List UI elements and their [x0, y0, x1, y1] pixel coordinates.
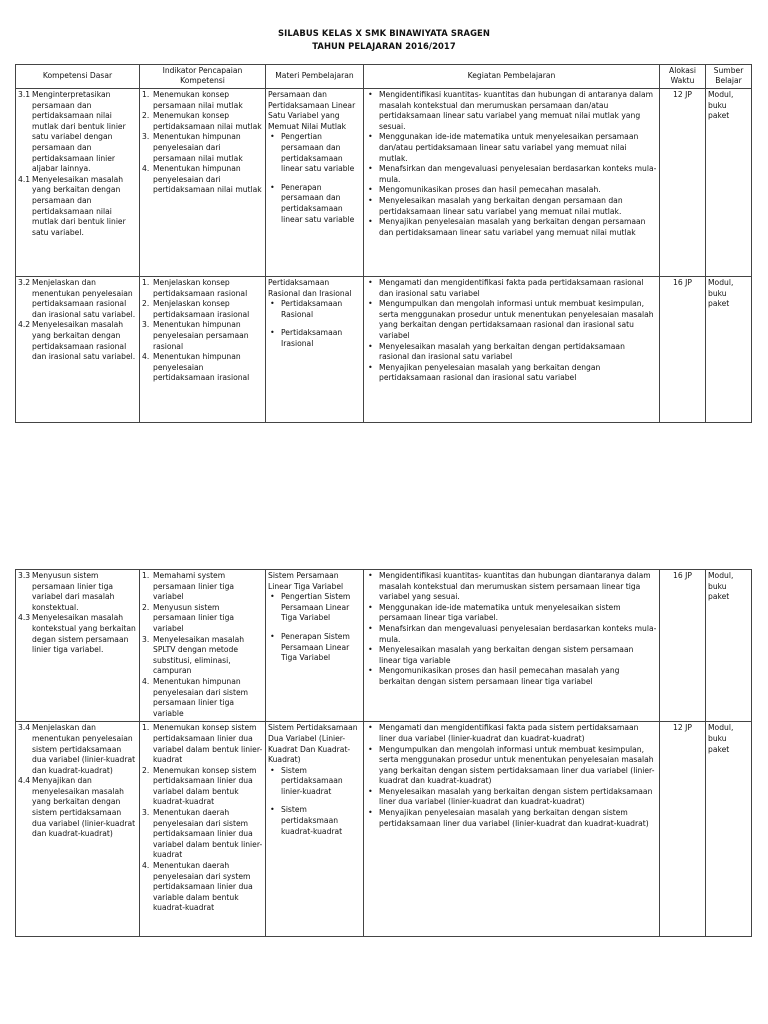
cell-materi — [266, 722, 364, 937]
kompetensi-text: Menyelesaikan masalah kontekstual yang berkaitan degan sistem persamaan linier tiga variabel. — [32, 613, 136, 655]
indikator-item — [142, 111, 263, 132]
indikator-number: 4. — [142, 861, 150, 871]
kompetensi-number: 4.3 — [18, 613, 31, 623]
materi-list — [268, 299, 361, 349]
kompetensi-dasar-list — [18, 723, 137, 840]
indikator-item — [142, 723, 263, 765]
indikator-number: 1. — [142, 90, 150, 99]
kegiatan-item: • Menyelesaikan masalah yang berkaitan dengan sistem pertidaksamaan liner dua variabel (linier-kuadrat dan kuadrat-kuadrat) — [366, 787, 657, 808]
indikator-text: Menjelaskan konsep pertidaksamaan rasional — [153, 278, 248, 298]
indikator-item — [142, 132, 263, 164]
kegiatan-list — [366, 90, 657, 238]
kompetensi-dasar-item — [18, 723, 137, 776]
cell-kegiatan — [364, 570, 660, 722]
materi-list — [268, 766, 361, 838]
indikator-text: Menyusun sistem persamaan linier tiga variabel — [153, 602, 235, 633]
indikator-text: Menjelaskan konsep pertidaksamaan irasional — [153, 299, 250, 319]
kompetensi-dasar-item — [18, 776, 137, 840]
kompetensi-text: Menyajikan dan menyelesaikan masalah yang berkaitan dengan sistem pertidaksamaan dua variabel (linier-kuadrat dan kuadrat-kuadrat) — [32, 776, 136, 839]
table-row — [16, 570, 752, 722]
cell-sumber-belajar: Modul, buku paket — [706, 277, 752, 423]
cell-sumber-belajar: Modul, buku paket — [706, 722, 752, 937]
table-row — [16, 277, 752, 423]
kompetensi-text: Menyusun sistem persamaan linier tiga variabel dari masalah konstektual. — [32, 571, 115, 612]
indikator-text: Menyelesaikan masalah SPLTV dengan metode substitusi, eliminasi, campuran — [153, 634, 245, 676]
cell-kompetensi-dasar — [16, 277, 140, 423]
header-materi: Materi Pembelajaran — [266, 65, 364, 89]
header-alokasi-waktu: Alokasi Waktu — [660, 65, 706, 89]
cell-materi — [266, 277, 364, 423]
kompetensi-number: 4.1 — [18, 174, 31, 184]
indikator-text: Menemukan konsep sistem pertidaksamaan linier dua variabel dalam bentuk linier-kuadrat — [153, 723, 263, 765]
kegiatan-item: • Menyajikan penyelesaian masalah yang berkaitan dengan pertidaksamaan rasional dan irasional satu variabel — [366, 363, 657, 384]
indikator-number: 1. — [142, 571, 150, 580]
cell-kegiatan — [364, 722, 660, 937]
indikator-number: 2. — [142, 602, 150, 612]
indikator-text: Menemukan konsep sistem pertidaksamaan linier dua variabel dalam bentuk kuadrat-kuadrat — [153, 765, 257, 807]
indikator-item — [142, 299, 263, 320]
kompetensi-number: 3.2 — [18, 278, 31, 287]
materi-list — [268, 132, 361, 225]
indikator-number: 4. — [142, 164, 150, 174]
indikator-item — [142, 352, 263, 384]
materi-title: Pertidaksamaan Rasional dan Irasional — [268, 278, 352, 298]
document-title: SILABUS KELAS X SMK BINAWIYATA SRAGEN — [277, 28, 490, 38]
kompetensi-dasar-item — [18, 320, 137, 362]
table-row — [16, 89, 752, 277]
cell-sumber-belajar: Modul, buku paket — [706, 89, 752, 277]
kegiatan-item: • Menyelesaikan masalah yang berkaitan dengan persamaan dan pertidaksamaan linear satu variabel yang memuat nilai mutlak. — [366, 196, 657, 217]
kegiatan-item: • Mengamati dan mengidentifikasi fakta pada pertidaksamaan rasional dan irasional satu variabel — [366, 278, 657, 299]
kompetensi-number: 4.4 — [18, 776, 31, 786]
indikator-number: 4. — [142, 352, 150, 362]
kompetensi-text: Menjelaskan dan menentukan penyelesaian sistem pertidaksamaan dua variabel (linier-kuadrat dan kuadrat-kuadrat) — [32, 723, 136, 775]
kegiatan-item: • Mengidentifikasi kuantitas- kuantitas dan hubungan di antaranya dalam masalah kontekstual dan merumuskan persamaan dan/atau pertidaksamaan linear satu variabel yang memuat nilai mutlak yang sesuai. — [366, 90, 657, 132]
indikator-item — [142, 603, 263, 635]
kompetensi-text: Menyelesaikan masalah yang berkaitan dengan persamaan dan pertidaksamaan nilai mutlak dari bentuk linier satu variabel. — [32, 174, 126, 237]
indikator-number: 3. — [142, 320, 150, 330]
indikator-item — [142, 164, 263, 196]
kompetensi-dasar-list — [18, 278, 137, 363]
kegiatan-item: • Menggunakan ide-ide matematika untuk menyelesaikan sistem persamaan linear tiga variabel. — [366, 603, 657, 624]
indikator-list — [142, 571, 263, 719]
header-kegiatan: Kegiatan Pembelajaran — [364, 65, 660, 89]
materi-item: • Pengertian persamaan dan pertidaksamaan linear satu variable — [268, 132, 361, 174]
cell-indikator — [140, 277, 266, 423]
indikator-item — [142, 766, 263, 808]
indikator-number: 1. — [142, 278, 150, 287]
indikator-item — [142, 320, 263, 352]
cell-kegiatan — [364, 277, 660, 423]
indikator-item — [142, 808, 263, 861]
kegiatan-item: • Mengamati dan mengidentifikasi fakta pada sistem pertidaksamaan liner dua variabel (linier-kuadrat dan kuadrat-kuadrat) — [366, 723, 657, 744]
kegiatan-item: • Menyelesaikan masalah yang berkaitan dengan pertidaksamaan rasional dan irasional satu variabel — [366, 342, 657, 363]
indikator-number: 4. — [142, 676, 150, 686]
cell-alokasi-waktu: 16 JP — [660, 570, 706, 722]
kompetensi-text: Menjelaskan dan menentukan penyelesaian pertidaksamaan rasional dan irasional satu variabel. — [32, 278, 136, 319]
indikator-item — [142, 90, 263, 111]
document-subtitle: TAHUN PELAJARAN 2016/2017 — [312, 41, 456, 51]
materi-item: • Sistem pertidaksamaan linier-kuadrat — [268, 766, 361, 798]
materi-item: • Penerapan Sistem Persamaan Linear Tiga Variabel — [268, 632, 361, 664]
materi-list — [268, 592, 361, 664]
indikator-item — [142, 571, 263, 603]
kegiatan-list — [366, 723, 657, 829]
indikator-item — [142, 278, 263, 299]
indikator-list — [142, 90, 263, 196]
indikator-number: 2. — [142, 299, 150, 309]
kegiatan-item: • Menyajikan penyelesaian masalah yang berkaitan dengan sistem pertidaksamaan liner dua variabel (linier-kuadrat dan kuadrat-kuadrat) — [366, 808, 657, 829]
indikator-item — [142, 635, 263, 677]
cell-kegiatan — [364, 89, 660, 277]
indikator-text: Menentukan himpunan penyelesaian dari sistem persamaan linier tiga variable — [153, 676, 249, 718]
kompetensi-text: Menginterpretasikan persamaan dan pertidaksamaan nilai mutlak dari bentuk linier satu variabel dengan persamaan dan pertidaksamaan linier aljabar lainnya. — [32, 90, 126, 174]
indikator-text: Menentukan himpunan penyelesaian dari pertidaksamaan nilai mutlak — [153, 164, 262, 195]
indikator-number: 3. — [142, 634, 150, 644]
cell-indikator — [140, 89, 266, 277]
indikator-item — [142, 677, 263, 719]
cell-indikator — [140, 722, 266, 937]
cell-alokasi-waktu: 16 JP — [660, 277, 706, 423]
kompetensi-dasar-list — [18, 90, 137, 238]
kegiatan-item: • Menyajikan penyelesaian masalah yang berkaitan dengan persamaan dan pertidaksamaan linear satu variabel yang memuat nilai mutlak — [366, 217, 657, 238]
kompetensi-text: Menyelesaikan masalah yang berkaitan dengan pertidaksamaan rasional dan irasional satu variabel. — [32, 320, 136, 362]
indikator-item — [142, 861, 263, 914]
cell-materi — [266, 89, 364, 277]
kegiatan-item: • Menafsirkan dan mengevaluasi penyelesaian berdasarkan konteks mula-mula. — [366, 164, 657, 185]
cell-kompetensi-dasar — [16, 89, 140, 277]
materi-item: • Pengertian Sistem Persamaan Linear Tiga Variabel — [268, 592, 361, 624]
cell-kompetensi-dasar — [16, 722, 140, 937]
materi-title: Persamaan dan Pertidaksamaan Linear Satu Variabel yang Memuat Nilai Mutlak — [268, 90, 356, 131]
kegiatan-item: • Menyelesaikan masalah yang berkaitan dengan sistem persamaan linear tiga variable — [366, 645, 657, 666]
indikator-number: 3. — [142, 132, 150, 142]
kegiatan-item: • Mengidentifikasi kuantitas- kuantitas dan hubungan diantaranya dalam masalah kontekstual dan merumuskan sistem persamaan linear tiga variabel yang sesuai. — [366, 571, 657, 603]
kompetensi-dasar-item — [18, 90, 137, 175]
indikator-list — [142, 723, 263, 914]
indikator-text: Menentukan daerah penyelesaian dari sistem pertidaksamaan linier dua variabel dalam bentuk linier-kuadrat — [153, 808, 263, 860]
indikator-text: Memahami system persamaan linier tiga variabel — [153, 571, 235, 602]
indikator-text: Menentukan daerah penyelesaian dari system pertidaksamaan linier dua variable dalam bentuk kuadrat-kuadrat — [153, 861, 253, 913]
indikator-text: Menentukan himpunan penyelesaian dari persamaan nilai mutlak — [153, 132, 243, 163]
indikator-text: Menemukan konsep pertidaksamaan nilai mutlak — [153, 111, 262, 131]
kegiatan-item: • Menafsirkan dan mengevaluasi penyelesaian berdasarkan konteks mula-mula. — [366, 624, 657, 645]
cell-indikator — [140, 570, 266, 722]
kegiatan-item: • Mengumpulkan dan mengolah informasi untuk membuat kesimpulan, serta menggunakan prosedur untuk menentukan penyelesaian masalah yang berkaitan dengan pertidaksamaan rasional dan irasional satu variabel — [366, 299, 657, 341]
indikator-list — [142, 278, 263, 384]
materi-item: • Penerapan persamaan dan pertidaksamaan linear satu variable — [268, 183, 361, 225]
header-kompetensi-dasar: Kompetensi Dasar — [16, 65, 140, 89]
cell-alokasi-waktu: 12 JP — [660, 722, 706, 937]
kegiatan-list — [366, 278, 657, 384]
kegiatan-item: • Mengomunikasikan proses dan hasil pemecahan masalah. — [366, 185, 657, 196]
header-indikator: Indikator Pencapaian Kompetensi — [140, 65, 266, 89]
indikator-number: 2. — [142, 111, 150, 121]
syllabus-table-bottom — [15, 569, 752, 937]
kompetensi-number: 4.2 — [18, 320, 31, 330]
kompetensi-dasar-item — [18, 571, 137, 613]
indikator-number: 1. — [142, 723, 150, 733]
kegiatan-item: • Mengomunikasikan proses dan hasil pemecahan masalah yang berkaitan dengan sistem persamaan linear tiga variabel — [366, 666, 657, 687]
kompetensi-number: 3.1 — [18, 90, 31, 99]
materi-title: Sistem Pertidaksamaan Dua Variabel (Linier-Kuadrat Dan Kuadrat-Kuadrat) — [268, 723, 358, 765]
kegiatan-item: • Mengumpulkan dan mengolah informasi untuk membuat kesimpulan, serta menggunakan prosedur untuk menentukan penyelesaian masalah yang berkaitan dengan sistem pertidaksamaan liner dua variabel (linier-kuadrat dan kuadrat-kuadrat) — [366, 745, 657, 787]
table-row — [16, 722, 752, 937]
syllabus-table-top — [15, 64, 752, 423]
indikator-text: Menentukan himpunan penyelesaian pertidaksamaan irasional — [153, 352, 250, 383]
cell-alokasi-waktu: 12 JP — [660, 89, 706, 277]
kompetensi-number: 3.3 — [18, 571, 31, 580]
indikator-number: 2. — [142, 765, 150, 775]
cell-kompetensi-dasar — [16, 570, 140, 722]
kompetensi-dasar-item — [18, 613, 137, 655]
kompetensi-dasar-item — [18, 175, 137, 239]
table-header-row — [16, 65, 752, 89]
indikator-number: 3. — [142, 808, 150, 818]
materi-item: • Pertidaksamaan Irasional — [268, 328, 361, 349]
cell-sumber-belajar: Modul, buku paket — [706, 570, 752, 722]
header-sumber-belajar: Sumber Belajar — [706, 65, 752, 89]
materi-item: • Pertidaksamaan Rasional — [268, 299, 361, 320]
kompetensi-number: 3.4 — [18, 723, 31, 733]
indikator-text: Menemukan konsep persamaan nilai mutlak — [153, 90, 243, 110]
materi-title: Sistem Persamaan Linear Tiga Variabel — [268, 571, 344, 591]
kegiatan-item: • Menggunakan ide-ide matematika untuk menyelesaikan persamaan dan/atau pertidaksamaan linear satu variabel yang memuat nilai mutlak. — [366, 132, 657, 164]
materi-item: • Sistem pertidaksmaan kuadrat-kuadrat — [268, 805, 361, 837]
kompetensi-dasar-item — [18, 278, 137, 320]
kompetensi-dasar-list — [18, 571, 137, 656]
indikator-text: Menentukan himpunan penyelesaian persamaan rasional — [153, 320, 249, 351]
cell-materi — [266, 570, 364, 722]
kegiatan-list — [366, 571, 657, 688]
